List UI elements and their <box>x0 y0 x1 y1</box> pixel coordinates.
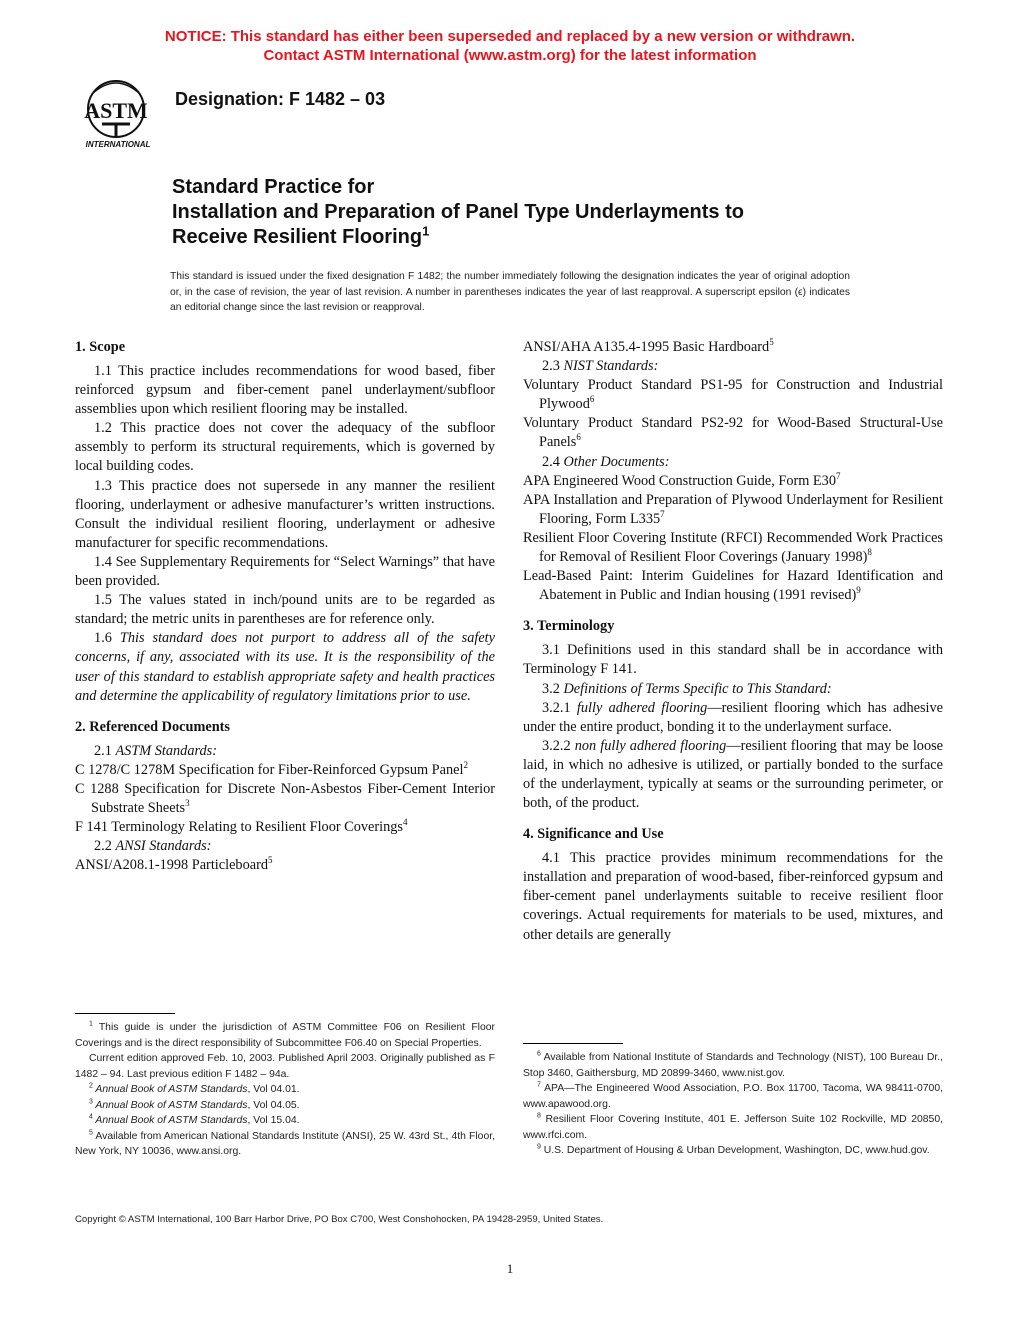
refdocs-2-4-num: 2.4 <box>542 453 564 470</box>
refdocs-2-1-label: ASTM Standards: <box>115 742 217 759</box>
title-line-3 <box>172 225 932 250</box>
ref-ps2 <box>523 414 943 452</box>
ref-ansi208-text: ANSI/A208.1-1998 Particleboard <box>75 857 268 874</box>
footnote-2 <box>75 1082 495 1098</box>
footnote-4-title: Annual Book of ASTM Standards <box>92 1115 248 1126</box>
footnote-3 <box>75 1098 495 1114</box>
title-line-1: Standard Practice for <box>172 176 375 198</box>
refdocs-2-1 <box>75 742 495 761</box>
ref-f141 <box>75 818 495 837</box>
footnote-7-sup: 7 <box>537 1081 541 1089</box>
page-title <box>172 175 932 250</box>
copyright-line: Copyright © ASTM International, 100 Barr Harbor Drive, PO Box C700, West Conshohocken, PA 19428-2959, United States. <box>75 1214 604 1225</box>
ref-ansi135-sup: 5 <box>769 337 774 348</box>
footnote-3-vol: , Vol 04.05. <box>247 1099 300 1111</box>
notice-line-2: Contact ASTM International (www.astm.org) for the latest information <box>263 47 757 64</box>
terminology-heading: 3. Terminology <box>523 618 615 635</box>
scope-1-4: 1.4 See Supplementary Requirements for “Select Warnings” that have been provided. <box>75 553 495 590</box>
ref-c1288-text: C 1288 Specification for Discrete Non-Asbestos Fiber-Cement Interior Substrate Sheets <box>75 780 495 816</box>
ref-c1278-text: C 1278/C 1278M Specification for Fiber-Reinforced Gypsum Panel <box>75 761 464 778</box>
scope-1-1: 1.1 This practice includes recommendations for wood based, fiber reinforced gypsum and fiber-cement panel underlayment/subfloor assemblies upon which resilient flooring may be installed. <box>75 363 495 418</box>
ref-ps1 <box>523 376 943 414</box>
terminology-3-2-1-text: —resilient flooring which has adhesive under the entire product, bonding it to the underlayment surface. <box>523 699 943 735</box>
footnote-8 <box>523 1112 943 1143</box>
terminology-3-2-1-num: 3.2.1 <box>542 699 577 716</box>
footnote-9-sup: 9 <box>537 1143 541 1151</box>
footnote-2-vol: , Vol 04.01. <box>247 1084 300 1095</box>
ref-ps2-sup: 6 <box>576 432 581 443</box>
title-line-2: Installation and Preparation of Panel Type Underlayments to <box>172 201 744 223</box>
significance-heading: 4. Significance and Use <box>523 826 664 843</box>
scope-heading: 1. Scope <box>75 339 126 355</box>
footnote-5-sup: 5 <box>89 1129 93 1137</box>
terminology-3-2-1-term: fully adhered flooring <box>576 699 708 716</box>
footnote-4-vol: , Vol 15.04. <box>247 1115 300 1126</box>
page-number: 1 <box>506 1261 514 1276</box>
terminology-3-2-2-text: —resilient flooring that may be loose laid, in which no adhesive is utilized, or partially bonded to the surface of the underlayment, typically at seams or the surrounding perimeter, or both, of the product. <box>523 737 944 812</box>
ref-apa1-sup: 7 <box>835 470 841 481</box>
title-line-3-text: Receive Resilient Flooring <box>172 226 423 248</box>
refdocs-heading: 2. Referenced Documents <box>75 718 230 735</box>
supersede-notice <box>0 27 1020 65</box>
refdocs-2-2-num: 2.2 <box>94 838 116 855</box>
footnote-1-sup: 1 <box>89 1020 93 1028</box>
ref-apa1-text: APA Engineered Wood Construction Guide, Form E30 <box>523 472 836 489</box>
terminology-3-2-2-term: non fully adhered flooring <box>574 737 727 754</box>
ref-lead-sup: 9 <box>856 585 861 596</box>
footnote-4 <box>75 1113 495 1129</box>
footnote-1 <box>75 1020 495 1051</box>
terminology-3-2-num: 3.2 <box>542 680 564 697</box>
astm-logo-icon <box>72 76 164 150</box>
footnote-9 <box>523 1143 943 1159</box>
terminology-3-2-2-num: 3.2.2 <box>542 737 575 754</box>
ref-lead <box>523 567 943 605</box>
refdocs-2-4 <box>523 453 943 472</box>
ref-f141-sup: 4 <box>402 817 408 828</box>
scope-1-6 <box>75 629 495 705</box>
ref-ps1-text: Voluntary Product Standard PS1-95 for Construction and Industrial Plywood <box>523 377 943 413</box>
ref-ansi135-text: ANSI/AHA A135.4-1995 Basic Hardboard <box>523 339 770 355</box>
issue-statement: This standard is issued under the fixed designation F 1482; the number immediately following the designation indicates the year of original adoption or, in the case of revision, the year of last revision. A number in parentheses indicates the year of last reapproval. A superscript epsilon (ϵ) indicates an editorial change since the last revision or reapproval. <box>170 271 850 313</box>
footnote-4-sup: 4 <box>89 1113 93 1121</box>
footnote-6-text: Available from National Institute of Standards and Technology (NIST), 100 Bureau Dr., Stop 3460, Gaithersburg, MD 20899-3460, www.nist.gov. <box>523 1052 943 1079</box>
footnote-rule-right <box>523 1043 623 1044</box>
terminology-3-2-2 <box>523 737 943 813</box>
refdocs-2-3 <box>523 357 943 376</box>
scope-1-6-text: This standard does not purport to address all of the safety concerns, if any, associated with its use. It is the responsibility of the user of this standard to establish appropriate safety and health practices and determine the applicability of regulatory limitations prior to use. <box>75 630 495 704</box>
refdocs-2-3-num: 2.3 <box>542 358 564 375</box>
ref-ansi135 <box>523 338 943 357</box>
ref-ansi208 <box>75 856 495 875</box>
footnote-3-sup: 3 <box>89 1098 93 1106</box>
footnote-1b: Current edition approved Feb. 10, 2003. Published April 2003. Originally published as F 1482 – 94. Last previous edition F 1482 – 94a. <box>75 1053 495 1080</box>
ref-c1288-sup: 3 <box>185 798 190 809</box>
ref-f141-text: F 141 Terminology Relating to Resilient Floor Coverings <box>75 819 403 836</box>
scope-1-3: 1.3 This practice does not supersede in any manner the resilient flooring, underlayment or adhesive manufacturer’s written instructions. Consult the individual resilient flooring, underlayment or adhesive manufacturer for specific recommendations. <box>75 477 495 551</box>
ref-c1278 <box>75 761 495 780</box>
left-column <box>75 338 495 875</box>
ref-c1278-sup: 2 <box>463 760 468 771</box>
scope-1-5: 1.5 The values stated in inch/pound units are to be regarded as standard; the metric units in parentheses are for reference only. <box>75 592 495 628</box>
footnote-5-text: Available from American National Standards Institute (ANSI), 25 W. 43rd St., 4th Floor, New York, NY 10036, www.ansi.org. <box>75 1130 495 1157</box>
ref-c1288 <box>75 780 495 818</box>
notice-line-1: NOTICE: This standard has either been superseded and replaced by a new version or withdrawn. <box>164 28 856 45</box>
designation: Designation: F 1482 – 03 <box>175 89 386 109</box>
logo-subtitle: INTERNATIONAL <box>85 140 151 149</box>
footnote-8-text: Resilient Floor Covering Institute, 401 E. Jefferson Suite 102 Rockville, MD 20850, www.rfci.com. <box>523 1114 943 1141</box>
footnote-2-sup: 2 <box>89 1082 93 1090</box>
footnote-5 <box>75 1129 495 1160</box>
footnote-1-text: This guide is under the jurisdiction of ASTM Committee F06 on Resilient Floor Coverings and is the direct responsibility of Subcommittee F06.40 on Special Properties. <box>75 1022 495 1049</box>
terminology-3-2-1 <box>523 699 943 737</box>
refdocs-2-2 <box>75 837 495 856</box>
refdocs-2-1-num: 2.1 <box>94 742 116 759</box>
refdocs-2-2-label: ANSI Standards: <box>115 838 212 855</box>
terminology-3-1: 3.1 Definitions used in this standard shall be in accordance with Terminology F 141. <box>523 642 943 678</box>
footnote-7-text: APA—The Engineered Wood Association, P.O. Box 11700, Tacoma, WA 98411-0700, www.apawood.org. <box>523 1083 943 1110</box>
scope-1-2: 1.2 This practice does not cover the adequacy of the subfloor assembly to perform its structural requirements, which is governed by local building codes. <box>75 420 495 475</box>
footnote-2-title: Annual Book of ASTM Standards <box>92 1084 248 1095</box>
scope-1-6-num: 1.6 <box>94 630 120 647</box>
ref-ansi208-sup: 5 <box>267 855 273 866</box>
footnote-rule-left <box>75 1013 175 1014</box>
ref-rfci-text: Resilient Floor Covering Institute (RFCI) Recommended Work Practices for Removal of Resilient Floor Coverings (January 1998) <box>523 529 943 566</box>
ref-apa2 <box>523 491 943 529</box>
footnote-8-sup: 8 <box>537 1112 541 1120</box>
right-column <box>523 338 943 945</box>
footnote-3-title: Annual Book of ASTM Standards <box>92 1099 248 1111</box>
ref-rfci <box>523 529 943 567</box>
refdocs-2-3-label: NIST Standards: <box>563 358 659 375</box>
footnotes-right <box>523 1050 943 1159</box>
ref-apa2-text: APA Installation and Preparation of Plywood Underlayment for Resilient Flooring, Form L335 <box>523 491 943 527</box>
logo-letters: ASTM <box>84 98 148 123</box>
significance-4-1: 4.1 This practice provides minimum recommendations for the installation and preparation of wood-based, fiber-reinforced gypsum and fiber-cement panel underlayments suitable to receive resilient floor coverings. Actual requirements for materials to be used, mixtures, and other details are generally <box>523 850 943 943</box>
ref-rfci-sup: 8 <box>867 547 872 558</box>
ref-apa2-sup: 7 <box>660 509 665 520</box>
terminology-3-2-label: Definitions of Terms Specific to This Standard: <box>563 680 832 697</box>
ref-ps2-text: Voluntary Product Standard PS2-92 for Wood-Based Structural-Use Panels <box>523 415 943 451</box>
title-footnote-ref: 1 <box>422 223 430 239</box>
footnote-9-text: U.S. Department of Housing & Urban Development, Washington, DC, www.hud.gov. <box>540 1145 930 1156</box>
terminology-3-2 <box>523 680 943 699</box>
footnote-6 <box>523 1050 943 1081</box>
footnotes-left <box>75 1020 495 1160</box>
ref-lead-text: Lead-Based Paint: Interim Guidelines for Hazard Identification and Abatement in Public and Indian housing (1991 revised) <box>523 568 943 604</box>
footnote-7 <box>523 1081 943 1112</box>
refdocs-2-4-label: Other Documents: <box>563 453 670 470</box>
footnote-6-sup: 6 <box>537 1050 541 1058</box>
ref-apa1 <box>523 472 943 491</box>
ref-ps1-sup: 6 <box>589 394 595 405</box>
